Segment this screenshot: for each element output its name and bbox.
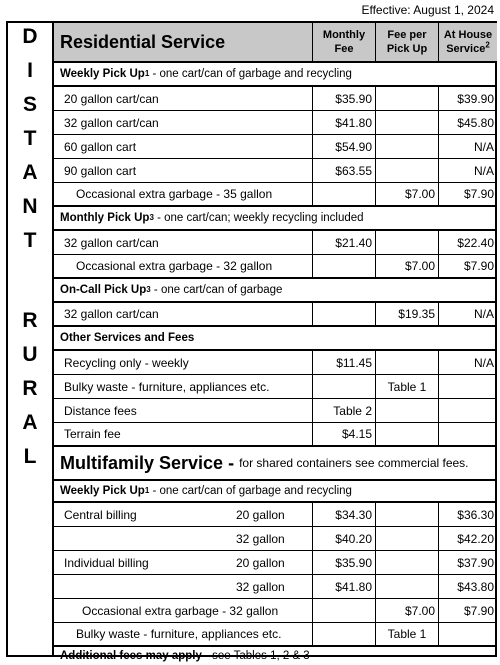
- side-letter: A: [22, 411, 38, 434]
- side-letter: D: [22, 25, 38, 48]
- side-letter: A: [22, 161, 38, 184]
- monthly-fee: $21.40: [312, 231, 375, 254]
- service-description: 60 gallon cart: [64, 139, 137, 154]
- rate-row: [54, 423, 495, 447]
- fee-per-pickup: [375, 111, 438, 134]
- monthly-fee: $63.55: [312, 159, 375, 182]
- title-dash: -: [223, 452, 240, 473]
- fee-per-pickup: [375, 575, 438, 598]
- footer-bold: Additional fees may apply -: [60, 650, 209, 662]
- monthly-fee-header: [312, 23, 375, 61]
- multifamily-title: [54, 447, 497, 479]
- rate-row: [54, 599, 495, 623]
- section-label: Weekly Pick Up: [60, 485, 145, 497]
- header-row: [54, 23, 495, 63]
- rate-row: [54, 111, 495, 135]
- service-description: Occasional extra garbage - 35 gallon: [76, 187, 273, 201]
- footer-note: [54, 647, 497, 665]
- service-description: [54, 527, 312, 550]
- service-description: Occasional extra garbage - 32 gallon: [76, 259, 273, 273]
- multifamily-note: for shared containers see commercial fees.: [239, 456, 469, 470]
- monthly-fee: $4.15: [312, 423, 375, 445]
- section-heading: Monthly Pick Up 3 - one cart/can; weekly recycling included: [60, 212, 364, 224]
- at-house-fee: $39.90: [438, 87, 497, 110]
- side-letter: T: [23, 127, 37, 150]
- section-title: Residential Service: [54, 23, 312, 61]
- container-size: 20 gallon: [236, 507, 285, 522]
- side-letter: N: [22, 195, 38, 218]
- footer-row: [54, 647, 495, 665]
- side-letter: R: [22, 309, 38, 332]
- service-description: Bulky waste - furniture, appliances etc.: [64, 379, 270, 394]
- monthly-fee: [312, 183, 375, 205]
- monthly-fee: $34.30: [312, 503, 375, 526]
- rate-row: [54, 623, 495, 647]
- multifamily-title-row: [54, 447, 495, 481]
- multifamily-rate-row: [54, 575, 495, 599]
- monthly-fee: [312, 255, 375, 277]
- container-size: 20 gallon: [236, 555, 285, 570]
- fee-per-pickup: Table 1: [375, 375, 438, 398]
- service-description: [54, 551, 312, 574]
- rate-row: [54, 351, 495, 375]
- at-house-fee: N/A: [438, 159, 497, 182]
- header-line: Pick Up: [386, 43, 428, 55]
- header-line: Service: [446, 43, 486, 55]
- at-house-fee: $7.90: [438, 599, 497, 622]
- monthly-fee: $40.20: [312, 527, 375, 550]
- weekly-pickup-heading: [54, 63, 495, 87]
- side-letter: R: [22, 377, 38, 400]
- monthly-pickup-heading: [54, 207, 495, 231]
- rate-row: [54, 135, 495, 159]
- at-house-fee: [438, 423, 497, 445]
- at-house-fee: $7.90: [438, 255, 497, 277]
- section-description: - one cart/can; weekly recycling included: [153, 212, 364, 224]
- section-heading: Weekly Pick Up 1 - one cart/can of garbage and recycling: [60, 68, 352, 80]
- section-description: - one cart/can of garbage: [150, 284, 283, 296]
- header-line: At House: [443, 29, 493, 41]
- service-description: 20 gallon cart/can: [64, 91, 159, 106]
- section-heading: [54, 327, 497, 349]
- at-house-fee: [438, 375, 497, 398]
- service-description: [54, 503, 312, 526]
- at-house-fee: $37.90: [438, 551, 497, 574]
- fee-per-pickup: $7.00: [375, 183, 438, 205]
- at-house-fee: N/A: [438, 135, 497, 158]
- header-line: Fee per: [387, 29, 427, 41]
- multifamily-weekly-heading: [54, 481, 495, 503]
- header-line: Fee: [334, 43, 354, 55]
- monthly-fee: $35.90: [312, 551, 375, 574]
- service-description: 90 gallon cart: [64, 163, 137, 178]
- fee-per-pickup: [375, 351, 438, 374]
- fee-per-pickup: [375, 423, 438, 445]
- multifamily-rate-row: [54, 527, 495, 551]
- at-house-fee: $7.90: [438, 183, 497, 205]
- section-heading: On-Call Pick Up 3 - one cart/can of garbage: [60, 284, 283, 296]
- multifamily-title-text: Multifamily Service: [60, 452, 224, 473]
- service-description: 32 gallon cart/can: [64, 115, 159, 130]
- at-house-fee: $22.40: [438, 231, 497, 254]
- fee-per-pickup: [375, 551, 438, 574]
- service-description: 32 gallon cart/can: [64, 235, 159, 250]
- rate-row: [54, 87, 495, 111]
- fee-per-pickup: [375, 503, 438, 526]
- rate-row: [54, 183, 495, 207]
- monthly-fee: [312, 599, 375, 622]
- monthly-fee: $35.90: [312, 87, 375, 110]
- effective-date: Effective: August 1, 2024: [361, 3, 494, 17]
- at-house-fee: $36.30: [438, 503, 497, 526]
- rate-row: [54, 303, 495, 327]
- service-description: 32 gallon cart/can: [64, 307, 159, 321]
- monthly-fee: $41.80: [312, 575, 375, 598]
- billing-type: Individual billing: [64, 555, 149, 570]
- fee-per-pickup: $19.35: [375, 303, 438, 325]
- rate-row: [54, 255, 495, 279]
- section-label: On-Call Pick Up: [60, 284, 147, 296]
- rate-row: [54, 159, 495, 183]
- service-description: Terrain fee: [64, 427, 121, 441]
- billing-type: Central billing: [64, 507, 137, 522]
- monthly-fee: $54.90: [312, 135, 375, 158]
- fee-per-pickup: [375, 87, 438, 110]
- footnote-marker: 2: [485, 40, 490, 50]
- at-house-fee: [438, 399, 497, 422]
- service-description: Occasional extra garbage - 32 gallon: [82, 603, 279, 618]
- service-description: Recycling only - weekly: [64, 355, 189, 370]
- section-heading: Weekly Pick Up 1 - one cart/can of garbage and recycling: [60, 485, 352, 497]
- monthly-fee: Table 2: [312, 399, 375, 422]
- side-letter: L: [23, 445, 37, 468]
- section-label: Monthly Pick Up: [60, 212, 150, 224]
- monthly-fee: [312, 375, 375, 398]
- fee-per-pickup: [375, 399, 438, 422]
- footer-text: see Tables 1, 2 & 3: [208, 650, 310, 662]
- service-description: [54, 575, 312, 598]
- monthly-fee: $11.45: [312, 351, 375, 374]
- fee-per-pickup: Table 1: [375, 623, 438, 645]
- at-house-fee: $45.80: [438, 111, 497, 134]
- monthly-fee: $41.80: [312, 111, 375, 134]
- at-house-fee: $42.20: [438, 527, 497, 550]
- multifamily-rate-row: [54, 551, 495, 575]
- fee-per-pickup: [375, 231, 438, 254]
- service-description: Distance fees: [64, 403, 137, 418]
- fee-per-pickup: [375, 159, 438, 182]
- section-description: - one cart/can of garbage and recycling: [149, 68, 352, 80]
- rate-row: [54, 375, 495, 399]
- section-label: Weekly Pick Up: [60, 68, 145, 80]
- fee-per-pickup: [375, 135, 438, 158]
- fee-per-pickup: [375, 527, 438, 550]
- rate-row: [54, 399, 495, 423]
- multifamily-rate-row: [54, 503, 495, 527]
- on-call-pickup-heading: [54, 279, 495, 303]
- side-letter: U: [22, 343, 38, 366]
- at-house-fee: $43.80: [438, 575, 497, 598]
- fee-per-pickup-header: [375, 23, 438, 61]
- container-size: 32 gallon: [236, 531, 285, 546]
- monthly-fee: [312, 623, 375, 645]
- fee-per-pickup: $7.00: [375, 255, 438, 277]
- fee-per-pickup: $7.00: [375, 599, 438, 622]
- at-house-fee: N/A: [438, 303, 497, 325]
- monthly-fee: [312, 303, 375, 325]
- rate-row: [54, 231, 495, 255]
- distant-rural-sidebar: [8, 23, 54, 655]
- service-description: Bulky waste - furniture, appliances etc.: [76, 627, 282, 641]
- section-description: - one cart/can of garbage and recycling: [149, 485, 352, 497]
- container-size: 32 gallon: [236, 579, 285, 594]
- at-house-fee: N/A: [438, 351, 497, 374]
- at-house-fee: [438, 623, 497, 645]
- section-label: Other Services and Fees: [60, 332, 195, 344]
- header-line: Monthly: [322, 29, 366, 41]
- rate-sheet: [6, 21, 497, 662]
- side-letter: S: [22, 93, 37, 116]
- side-letter: I: [27, 59, 33, 82]
- side-letter: T: [23, 229, 37, 252]
- other-services-heading: [54, 327, 495, 351]
- at-house-header: [438, 23, 497, 61]
